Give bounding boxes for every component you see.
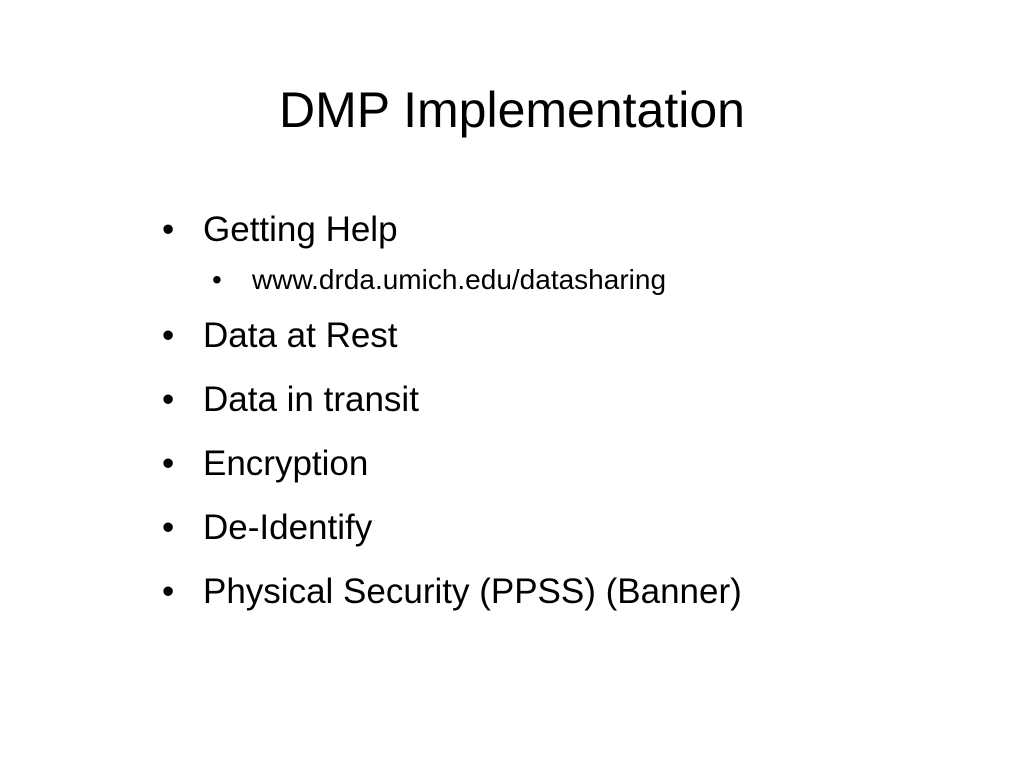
slide-title: DMP Implementation [279, 82, 745, 138]
bullet-icon: • [162, 316, 175, 355]
bullet-item-getting-help [162, 202, 942, 258]
bullet-text-url: www.drda.umich.edu/datasharing [252, 264, 667, 295]
bullet-item-data-in-transit [162, 372, 942, 428]
bullet-text: De-Identify [203, 508, 373, 547]
bullet-list [162, 202, 942, 620]
bullet-icon: • [212, 264, 222, 295]
bullet-item-encryption [162, 436, 942, 492]
bullet-icon: • [162, 444, 175, 483]
bullet-item-de-identify [162, 500, 942, 556]
bullet-text: Encryption [203, 444, 369, 483]
bullet-icon: • [162, 210, 175, 249]
bullet-item-physical-security [162, 564, 942, 620]
sub-bullet-item-link [162, 260, 942, 300]
bullet-text: Data in transit [203, 380, 419, 419]
bullet-icon: • [162, 508, 175, 547]
bullet-icon: • [162, 380, 175, 419]
bullet-icon: • [162, 572, 175, 611]
bullet-text: Getting Help [203, 210, 398, 249]
bullet-item-data-at-rest [162, 308, 942, 364]
bullet-text: Physical Security (PPSS) (Banner) [203, 572, 742, 611]
bullet-text: Data at Rest [203, 316, 398, 355]
